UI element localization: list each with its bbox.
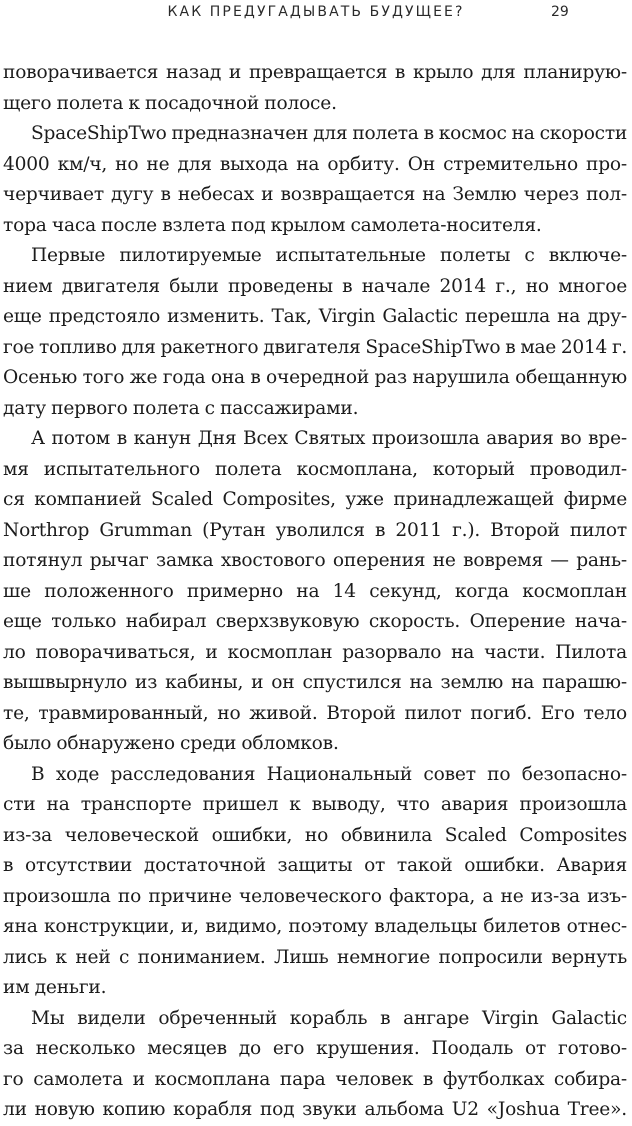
text-line: тора часа после взлета под крылом самолета-носителя. <box>3 214 542 236</box>
text-line: ли новую копию корабля под звуки альбома U2 «Joshua Tree». <box>3 1099 627 1120</box>
text-line: еще предстояло изменить. Так, Virgin Galactic перешла на дру- <box>3 306 627 327</box>
text-line: А потом в канун Дня Всех Святых произошла авария во вре- <box>31 428 627 449</box>
text-line: те, травмированный, но живой. Второй пилот погиб. Его тело <box>3 702 627 724</box>
text-line: Мы видели обреченный корабль в ангаре Virgin Galactic <box>31 1007 627 1029</box>
text-line: мя испытательного полета космоплана, который проводил- <box>3 458 627 480</box>
text-line: ся компанией Scaled Composites, уже принадлежащей фирме <box>3 489 627 510</box>
text-line: 4000 км/ч, но не для выхода на орбиту. Он стремительно про- <box>3 153 627 175</box>
text-line: потянул рычаг замка хвостового оперения не вовремя — рань- <box>3 550 627 571</box>
text-line: им деньги. <box>3 977 107 998</box>
text-line: ло поворачиваться, и космоплан разорвало на части. Пилота <box>3 641 627 663</box>
text-line: яна конструкции, и, видимо, поэтому владельцы билетов отнес- <box>3 916 627 937</box>
text-line: Осенью того же года она в очередной раз нарушила обещанную <box>3 367 627 388</box>
text-line: го самолета и космоплана пара человек в футболках собира- <box>3 1068 627 1090</box>
text-line: в отсутствии достаточной защиты от такой ошибки. Авария <box>3 855 627 876</box>
paragraph <box>3 241 627 424</box>
text-line: из-за человеческой ошибки, но обвинила Scaled Composites <box>3 824 627 846</box>
text-line: было обнаружено среди обломков. <box>3 733 339 754</box>
paragraph <box>3 424 627 760</box>
chapter-title: КАК ПРЕДУГАДЫВАТЬ БУДУЩЕЕ? <box>167 4 465 20</box>
page-number: 29 <box>551 4 569 20</box>
text-line: лись к ней с пониманием. Лишь немногие попросили вернуть <box>3 946 627 968</box>
text-line: SpaceShipTwo предназначен для полета в космос на скорости <box>31 123 627 144</box>
text-line: поворачивается назад и превращается в крыло для планирую- <box>3 62 627 83</box>
text-line: нием двигателя были проведены в начале 2014 г., но многое <box>3 275 627 297</box>
text-line: еще только набирал сверхзвуковую скорость. Оперение нача- <box>3 611 627 632</box>
running-header <box>0 3 632 23</box>
text-line: произошла по причине человеческого фактора, а не из-за изъ- <box>3 885 627 907</box>
paragraph <box>3 1004 627 1126</box>
paragraph <box>3 119 627 241</box>
text-line: за несколько месяцев до его крушения. Поодаль от готово- <box>3 1038 627 1059</box>
text-line: гое топливо для ракетного двигателя SpaceShipTwo в мае 2014 г. <box>3 336 627 358</box>
text-line: Первые пилотируемые испытательные полеты с включе- <box>31 245 627 266</box>
text-line: В ходе расследования Национальный совет по безопасно- <box>31 763 627 785</box>
text-line: дату первого полета с пассажирами. <box>3 397 359 419</box>
paragraph <box>3 58 627 119</box>
body-text <box>3 58 627 1126</box>
text-line: щего полета к посадочной полосе. <box>3 92 337 114</box>
text-line: вышвырнуло из кабины, и он спустился на землю на парашю- <box>3 672 627 693</box>
text-line: сти на транспорте пришел к выводу, что авария произошла <box>3 794 627 815</box>
paragraph <box>3 760 627 1004</box>
text-line: черчивает дугу в небесах и возвращается на Землю через пол- <box>3 184 627 205</box>
text-line: Northrop Grumman (Рутан уволился в 2011 г.). Второй пилот <box>3 519 627 541</box>
text-line: ше положенного примерно на 14 секунд, когда космоплан <box>3 580 627 602</box>
